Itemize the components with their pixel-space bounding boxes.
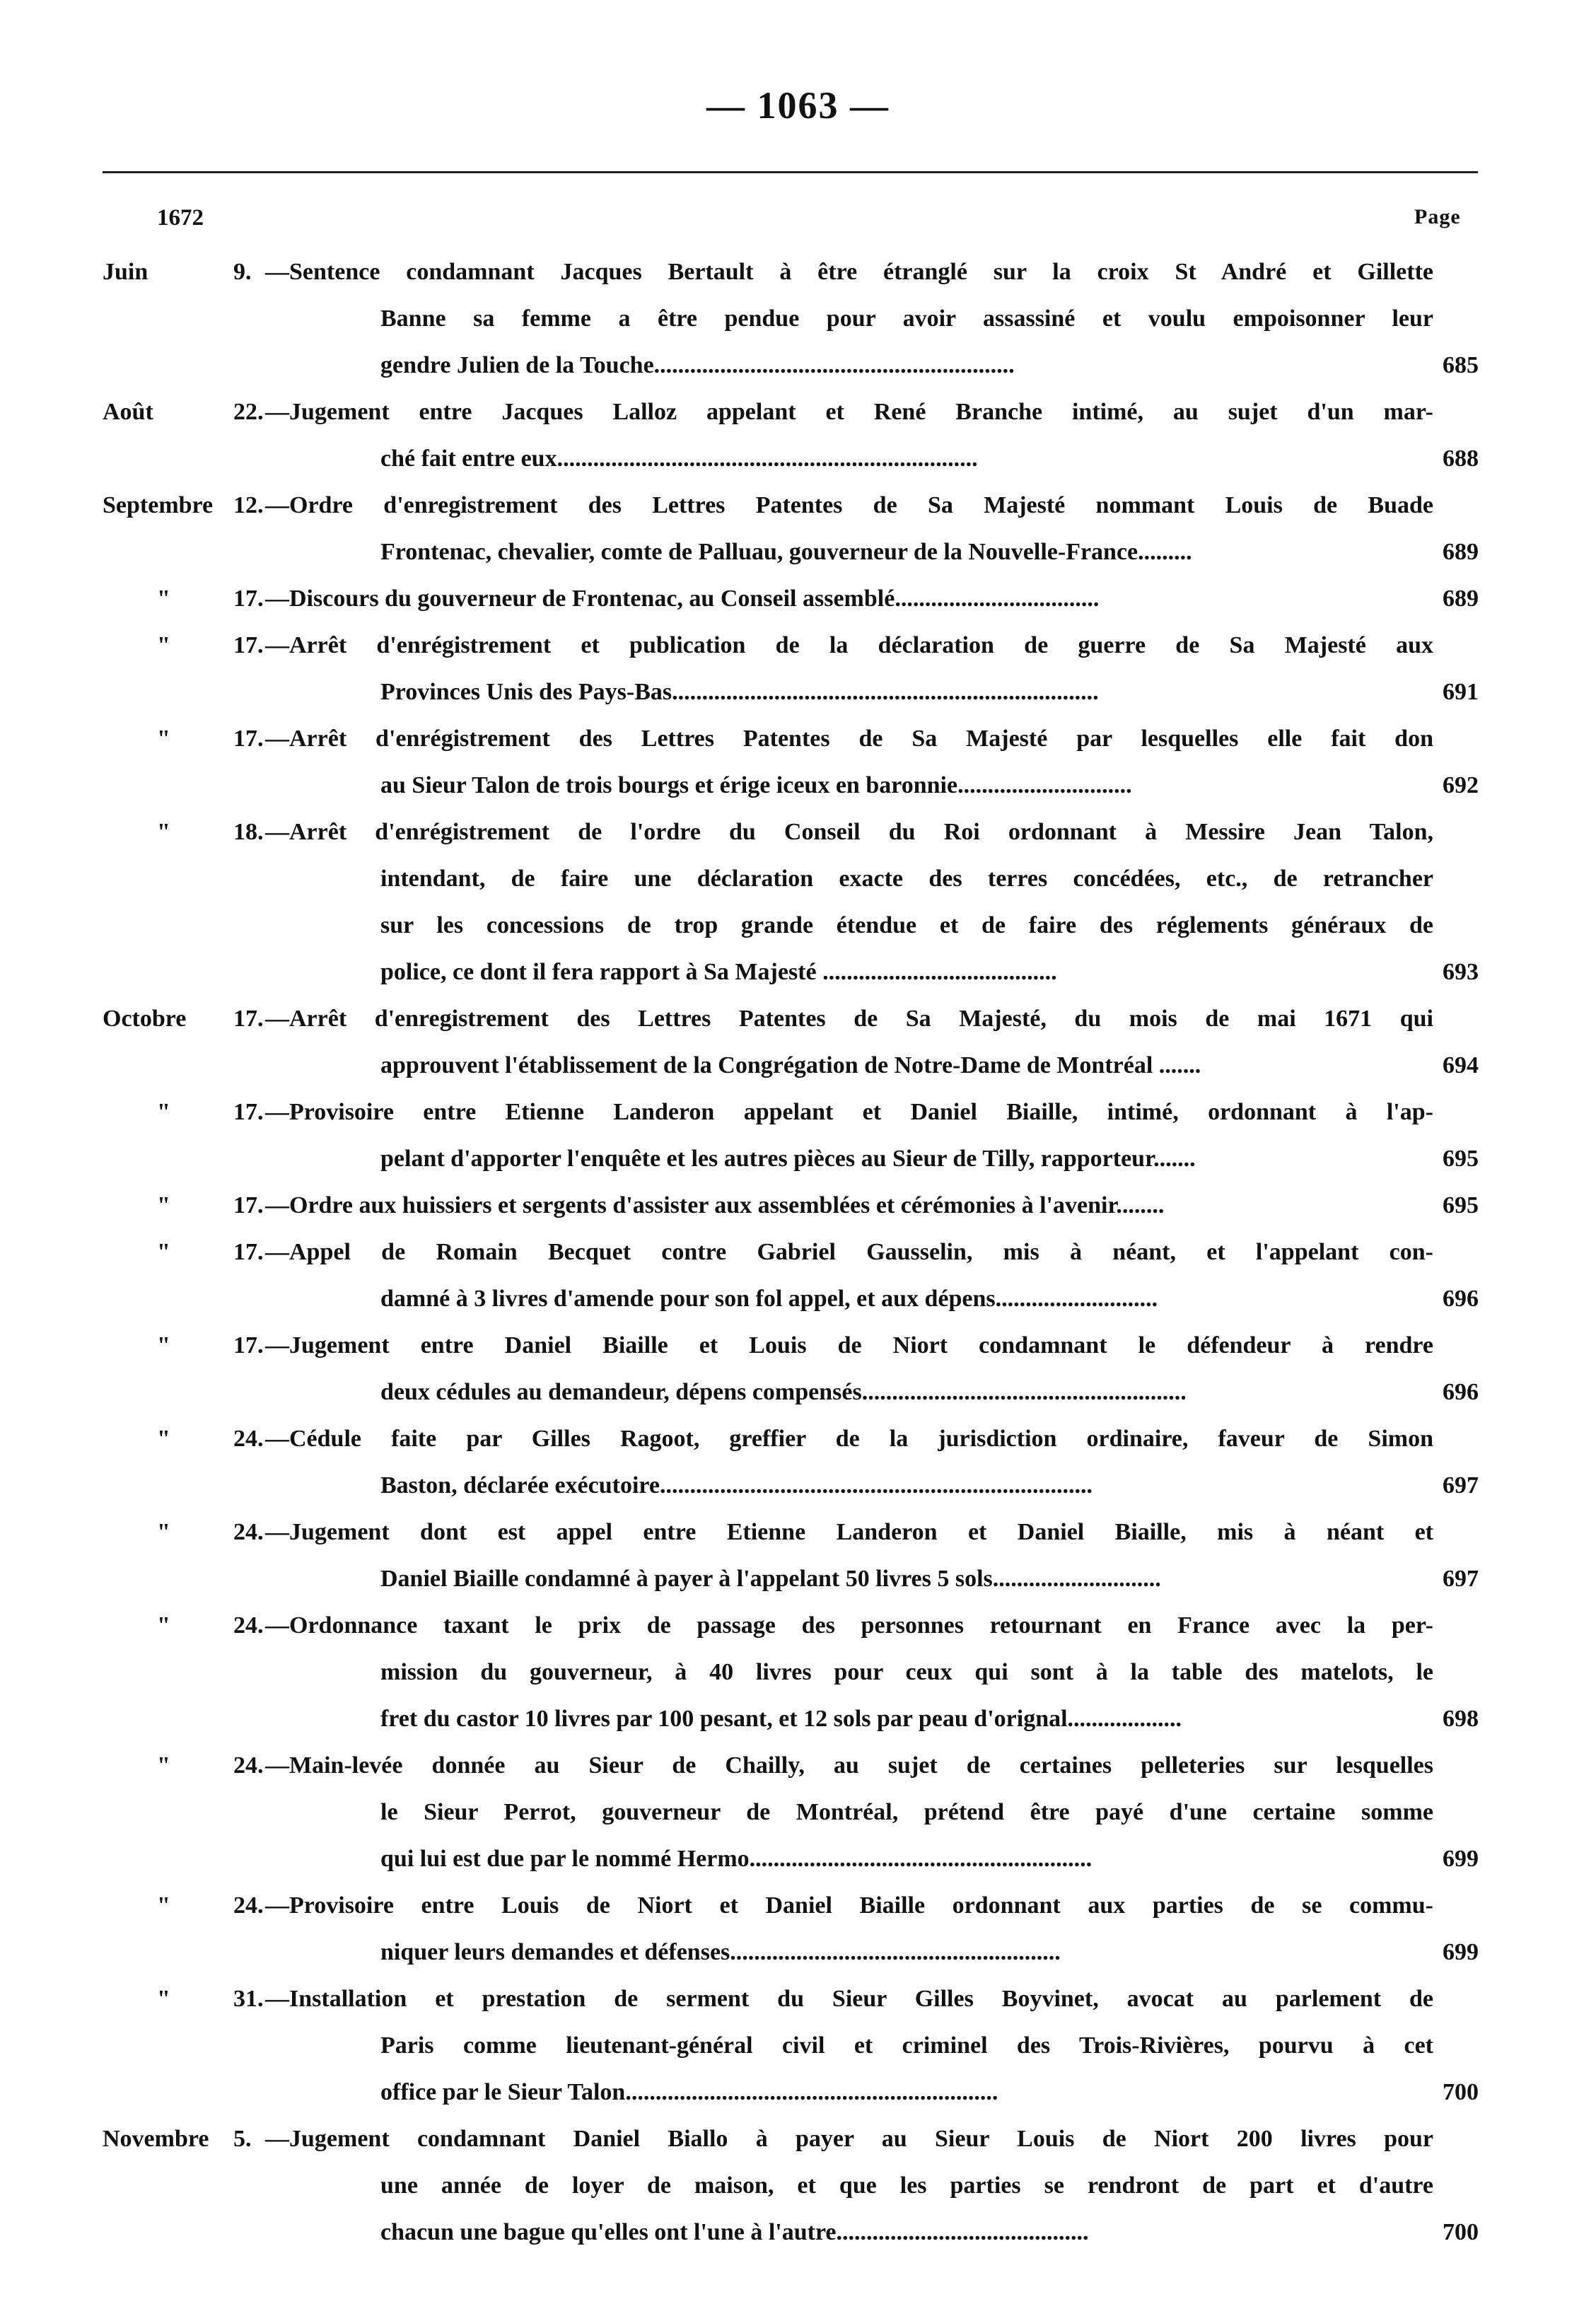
entry-month: ": [157, 819, 170, 845]
entry-line: [0, 1089, 1596, 1136]
entry-line: [0, 2209, 1596, 2256]
entry-text: intendant, de faire une déclaration exacte des terres concédées, etc., de retrancher: [380, 866, 1433, 892]
entry-month: ": [157, 1752, 170, 1779]
entry-day: 17.: [233, 1192, 264, 1218]
entry-text: Paris comme lieutenant-général civil et criminel des Trois-Rivières, pourvu à cet: [380, 2032, 1433, 2059]
entry-text: —Arrêt d'enregistrement des Lettres Patentes de Sa Majesté, du mois de mai 1671 qui: [265, 1006, 1433, 1032]
entry-month: ": [157, 1892, 170, 1919]
entry-line: [0, 856, 1596, 902]
entry-month: Octobre: [103, 1006, 187, 1032]
entry-text: damné à 3 livres d'amende pour son fol appel, et aux dépens...........................: [380, 1286, 1158, 1312]
entry-day: 17.: [233, 632, 264, 658]
entry-text: gendre Julien de la Touche............................................................: [380, 352, 1015, 378]
entry-page-number: 696: [1443, 1379, 1479, 1405]
entry-month: Juin: [103, 259, 148, 285]
entry-month: ": [157, 1192, 170, 1218]
entry-text: chacun une bague qu'elles ont l'une à l'autre..........................................: [380, 2219, 1089, 2245]
entry-page-number: 685: [1443, 352, 1479, 378]
entry-day: 17.: [233, 1239, 264, 1265]
entry-text: —Cédule faite par Gilles Ragoot, greffier de la jurisdiction ordinaire, faveur de Simon: [265, 1426, 1433, 1452]
entry-line: [0, 249, 1596, 296]
entry-text: —Discours du gouverneur de Frontenac, au Conseil assemblé..................................: [265, 586, 1100, 612]
entry-month: ": [157, 1332, 170, 1358]
entry-text: qui lui est due par le nommé Hermo.........................................................: [380, 1846, 1093, 1872]
entry-page-number: 700: [1443, 2079, 1479, 2105]
entry-text: —Provisoire entre Etienne Landeron appelant et Daniel Biaille, intimé, ordonnant à l'ap-: [265, 1099, 1433, 1125]
entry-page-number: 691: [1443, 679, 1479, 705]
header-rule: [103, 171, 1478, 173]
entry-text: —Arrêt d'enrégistrement des Lettres Patentes de Sa Majesté par lesquelles elle fait don: [265, 726, 1433, 752]
entry-month: ": [157, 1612, 170, 1639]
entry-page-number: 689: [1443, 586, 1479, 612]
entry-page-number: 697: [1443, 1472, 1479, 1499]
entry-month: ": [157, 1239, 170, 1265]
entry-month: ": [157, 632, 170, 658]
index-entry: [0, 1089, 1596, 1182]
entry-day: 22.: [233, 399, 264, 425]
entry-line: [0, 1229, 1596, 1276]
index-entry: [0, 249, 1596, 389]
entry-day: 17.: [233, 726, 264, 752]
entry-text: —Arrêt d'enrégistrement et publication de la déclaration de guerre de Sa Majesté aux: [265, 632, 1433, 658]
entry-line: [0, 2023, 1596, 2069]
entry-line: [0, 1509, 1596, 1556]
entry-text: Banne sa femme a être pendue pour avoir assassiné et voulu empoisonner leur: [380, 305, 1433, 332]
entry-line: [0, 576, 1596, 622]
entry-day: 31.: [233, 1986, 264, 2012]
entry-line: [0, 669, 1596, 716]
entry-day: 18.: [233, 819, 264, 845]
entry-text: —Provisoire entre Louis de Niort et Daniel Biaille ordonnant aux parties de se commu-: [265, 1892, 1433, 1919]
entry-page-number: 696: [1443, 1286, 1479, 1312]
entry-text: une année de loyer de maison, et que les parties se rendront de part et d'autre: [380, 2172, 1433, 2199]
entry-line: [0, 1929, 1596, 1976]
entry-month: ": [157, 726, 170, 752]
entry-page-number: 688: [1443, 446, 1479, 472]
index-entry: [0, 809, 1596, 996]
entry-text: ché fait entre eux......................................................................: [380, 446, 978, 472]
entry-day: 9.: [233, 259, 252, 285]
entry-page-number: 695: [1443, 1146, 1479, 1172]
entry-text: Frontenac, chevalier, comte de Palluau, gouverneur de la Nouvelle-France.........: [380, 539, 1192, 565]
entry-text: Daniel Biaille condamné à payer à l'appelant 50 livres 5 sols............................: [380, 1566, 1161, 1592]
entry-text: le Sieur Perrot, gouverneur de Montréal, prétend être payé d'une certaine somme: [380, 1799, 1433, 1825]
entry-text: —Jugement entre Jacques Lalloz appelant et René Branche intimé, au sujet d'un mar-: [265, 399, 1433, 425]
entry-day: 24.: [233, 1519, 264, 1545]
entry-line: [0, 762, 1596, 809]
entry-line: [0, 389, 1596, 436]
entry-text: police, ce dont il fera rapport à Sa Majesté .......................................: [380, 959, 1057, 985]
entry-day: 17.: [233, 1099, 264, 1125]
entry-text: au Sieur Talon de trois bourgs et érige iceux en baronnie.............................: [380, 772, 1132, 798]
entry-text: —Jugement condamnant Daniel Biallo à payer au Sieur Louis de Niort 200 livres pour: [265, 2126, 1433, 2152]
year-label: 1672: [157, 205, 204, 231]
entry-line: [0, 1182, 1596, 1229]
entry-page-number: 699: [1443, 1846, 1479, 1872]
entry-line: [0, 1042, 1596, 1089]
entry-month: ": [157, 1986, 170, 2012]
entry-line: [0, 1416, 1596, 1462]
entry-day: 24.: [233, 1892, 264, 1919]
entry-text: —Main-levée donnée au Sieur de Chailly, au sujet de certaines pelleteries sur lesquelles: [265, 1752, 1433, 1779]
entry-page-number: 693: [1443, 959, 1479, 985]
entry-text: —Jugement dont est appel entre Etienne Landeron et Daniel Biaille, mis à néant et: [265, 1519, 1433, 1545]
entry-month: Août: [103, 399, 153, 425]
entry-line: [0, 809, 1596, 856]
entry-line: [0, 2069, 1596, 2116]
entry-page-number: 694: [1443, 1052, 1479, 1078]
index-entry: [0, 1883, 1596, 1976]
entry-line: [0, 1369, 1596, 1416]
entry-line: [0, 1976, 1596, 2023]
entry-line: [0, 1602, 1596, 1649]
entry-text: pelant d'apporter l'enquête et les autres pièces au Sieur de Tilly, rapporteur.......: [380, 1146, 1196, 1172]
index-entry: [0, 1182, 1596, 1229]
entry-text: Provinces Unis des Pays-Bas.......................................................................: [380, 679, 1099, 705]
index-entry: [0, 996, 1596, 1089]
entry-line: [0, 1649, 1596, 1696]
entry-text: approuvent l'établissement de la Congrégation de Notre-Dame de Montréal .......: [380, 1052, 1201, 1078]
index-entry: [0, 1509, 1596, 1602]
index-entry: [0, 1416, 1596, 1509]
entry-day: 24.: [233, 1426, 264, 1452]
entry-line: [0, 1883, 1596, 1929]
entry-line: [0, 622, 1596, 669]
entry-text: Baston, déclarée exécutoire........................................................................: [380, 1472, 1093, 1499]
entry-line: [0, 1276, 1596, 1322]
entry-text: office par le Sieur Talon..............................................................: [380, 2079, 998, 2105]
entry-text: —Installation et prestation de serment du Sieur Gilles Boyvinet, avocat au parlement de: [265, 1986, 1433, 2012]
entry-day: 17.: [233, 1006, 264, 1032]
entry-line: [0, 2163, 1596, 2209]
entry-line: [0, 2116, 1596, 2163]
entry-month: ": [157, 1426, 170, 1452]
index-entry: [0, 389, 1596, 482]
entry-page-number: 689: [1443, 539, 1479, 565]
entry-line: [0, 1836, 1596, 1883]
index-entry: [0, 2116, 1596, 2256]
entry-month: ": [157, 1519, 170, 1545]
page-number: — 1063 —: [706, 84, 890, 127]
index-entry: [0, 1229, 1596, 1322]
entry-line: [0, 716, 1596, 762]
entry-line: [0, 482, 1596, 529]
entry-text: sur les concessions de trop grande étendue et de faire des réglements généraux de: [380, 912, 1433, 938]
entry-text: —Ordonnance taxant le prix de passage des personnes retournant en France avec la per-: [265, 1612, 1433, 1639]
entry-text: niquer leurs demandes et défenses.......................................................: [380, 1939, 1061, 1965]
entry-text: —Arrêt d'enrégistrement de l'ordre du Conseil du Roi ordonnant à Messire Jean Talon,: [265, 819, 1433, 845]
entry-day: 5.: [233, 2126, 252, 2152]
index-entry: [0, 622, 1596, 716]
entry-line: [0, 342, 1596, 389]
entry-day: 17.: [233, 1332, 264, 1358]
entry-line: [0, 996, 1596, 1042]
entry-month: Septembre: [103, 492, 214, 518]
entry-day: 24.: [233, 1752, 264, 1779]
page-column-label: Page: [1414, 205, 1461, 228]
index-entry: [0, 1976, 1596, 2116]
entry-page-number: 695: [1443, 1192, 1479, 1218]
entry-page-number: 697: [1443, 1566, 1479, 1592]
index-entry: [0, 482, 1596, 576]
entry-line: [0, 529, 1596, 576]
entry-text: deux cédules au demandeur, dépens compensés......................................................: [380, 1379, 1187, 1405]
entry-text: —Ordre d'enregistrement des Lettres Patentes de Sa Majesté nommant Louis de Buade: [265, 492, 1433, 518]
index-entries: [0, 249, 1596, 2256]
index-entry: [0, 716, 1596, 809]
entry-page-number: 692: [1443, 772, 1479, 798]
entry-line: [0, 1462, 1596, 1509]
entry-page-number: 699: [1443, 1939, 1479, 1965]
entry-page-number: 700: [1443, 2219, 1479, 2245]
entry-line: [0, 1556, 1596, 1602]
entry-text: —Jugement entre Daniel Biaille et Louis de Niort condamnant le défendeur à rendre: [265, 1332, 1433, 1358]
index-entry: [0, 1602, 1596, 1742]
entry-text: —Ordre aux huissiers et sergents d'assister aux assemblées et cérémonies à l'avenir........: [265, 1192, 1165, 1218]
index-entry: [0, 1742, 1596, 1883]
entry-text: mission du gouverneur, à 40 livres pour ceux qui sont à la table des matelots, le: [380, 1659, 1433, 1685]
entry-line: [0, 902, 1596, 949]
entry-text: —Sentence condamnant Jacques Bertault à être étranglé sur la croix St André et Gillette: [265, 259, 1433, 285]
entry-line: [0, 296, 1596, 342]
entry-text: —Appel de Romain Becquet contre Gabriel Gausselin, mis à néant, et l'appelant con-: [265, 1239, 1433, 1265]
index-entry: [0, 1322, 1596, 1416]
entry-line: [0, 436, 1596, 482]
entry-month: ": [157, 1099, 170, 1125]
entry-month: ": [157, 586, 170, 612]
entry-line: [0, 1322, 1596, 1369]
entry-day: 17.: [233, 586, 264, 612]
entry-text: fret du castor 10 livres par 100 pesant, et 12 sols par peau d'orignal...................: [380, 1706, 1182, 1732]
entry-day: 24.: [233, 1612, 264, 1639]
index-entry: [0, 576, 1596, 622]
entry-line: [0, 1136, 1596, 1182]
entry-day: 12.: [233, 492, 264, 518]
entry-line: [0, 1742, 1596, 1789]
entry-line: [0, 1789, 1596, 1836]
entry-line: [0, 1696, 1596, 1742]
entry-page-number: 698: [1443, 1706, 1479, 1732]
entry-line: [0, 949, 1596, 996]
entry-month: Novembre: [103, 2126, 209, 2152]
